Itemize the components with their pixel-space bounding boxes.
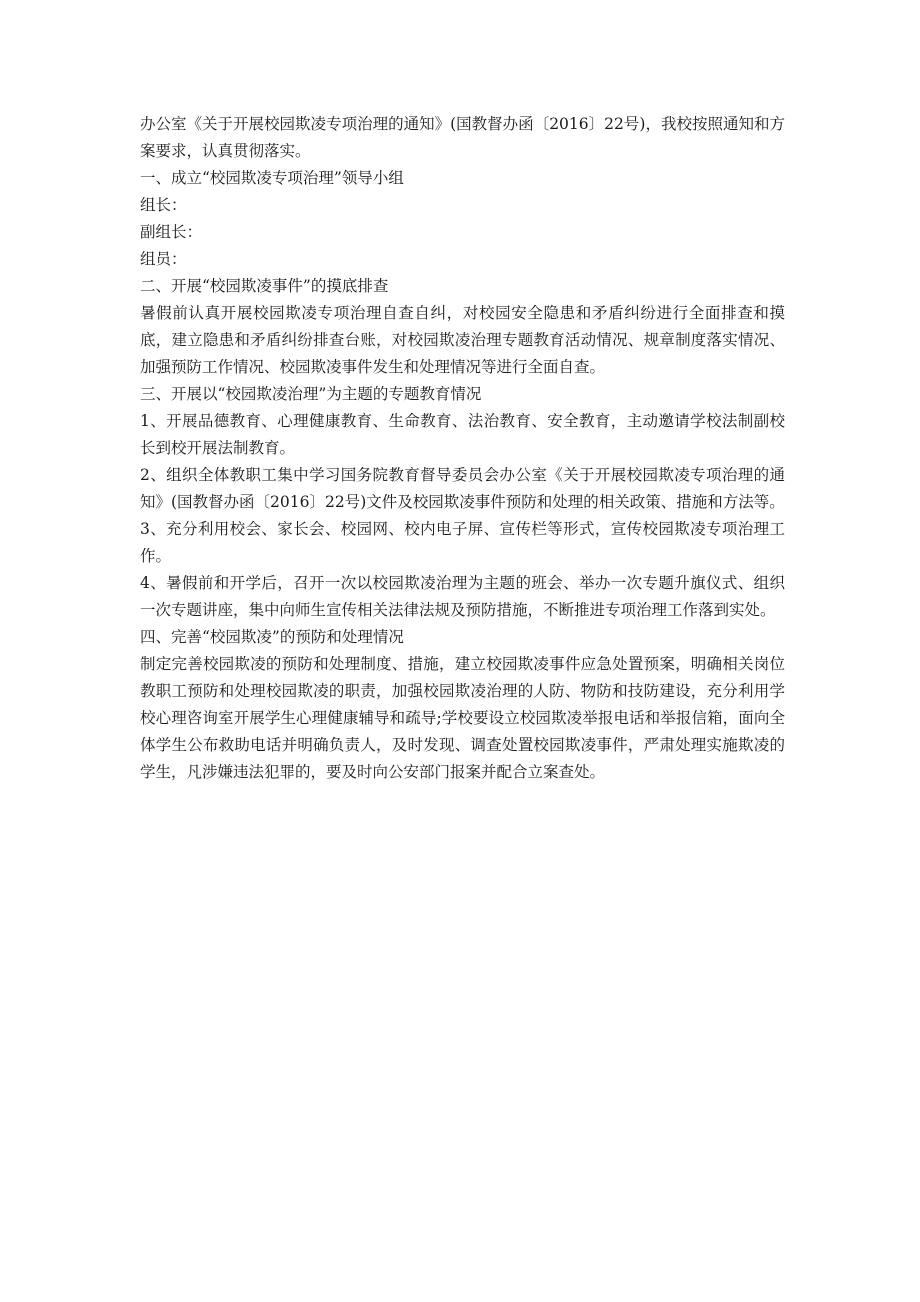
paragraph-intro: 办公室《关于开展校园欺凌专项治理的通知》(国教督办函〔2016〕22号)，我校按照通知和方案要求，认真贯彻落实。 (140, 115, 785, 160)
paragraph-investigation: 暑假前认真开展校园欺凌专项治理自查自纠，对校园安全隐患和矛盾纠纷进行全面排查和摸底，建立隐患和矛盾纠纷排查台账，对校园欺凌治理专题教育活动情况、规章制度落实情况、加强预防工作情况、校园欺凌事件发生和处理情况等进行全面自查。 (140, 304, 785, 376)
list-item-2: 2、组织全体教职工集中学习国务院教育督导委员会办公室《关于开展校园欺凌专项治理的通知》(国教督办函〔2016〕22号)文件及校园欺凌事件预防和处理的相关政策、措施和方法等。 (140, 466, 785, 511)
list-item-1: 1、开展品德教育、心理健康教育、生命教育、法治教育、安全教育，主动邀请学校法制副校长到校开展法制教育。 (140, 412, 785, 457)
section-heading-1: 一、成立“校园欺凌专项治理”领导小组 (140, 169, 404, 187)
list-item-3: 3、充分利用校会、家长会、校园网、校内电子屏、宣传栏等形式，宣传校园欺凌专项治理工作。 (140, 520, 785, 565)
section-heading-4: 四、完善“校园欺凌”的预防和处理情况 (140, 628, 404, 646)
section-heading-3: 三、开展以“校园欺凌治理”为主题的专题教育情况 (140, 385, 482, 403)
leader-line: 组长： (140, 196, 187, 214)
paragraph-prevention: 制定完善校园欺凌的预防和处理制度、措施，建立校园欺凌事件应急处置预案，明确相关岗位教职工预防和处理校园欺凌的职责，加强校园欺凌治理的人防、物防和技防建设，充分利用学校心理咨询室开展学生心理健康辅导和疏导;学校要设立校园欺凌举报电话和举报信箱，面向全体学生公布救助电话并明确负责人，及时发现、调查处置校园欺凌事件，严肃处理实施欺凌的学生，凡涉嫌违法犯罪的，要及时向公安部门报案并配合立案查处。 (140, 655, 785, 781)
deputy-leader-line: 副组长： (140, 223, 203, 241)
section-heading-2: 二、开展“校园欺凌事件”的摸底排查 (140, 277, 389, 295)
list-item-4: 4、暑假前和开学后，召开一次以校园欺凌治理为主题的班会、举办一次专题升旗仪式、组织一次专题讲座，集中向师生宣传相关法律法规及预防措施，不断推进专项治理工作落到实处。 (140, 574, 785, 619)
document-body (140, 111, 785, 786)
members-line: 组员： (140, 250, 187, 268)
